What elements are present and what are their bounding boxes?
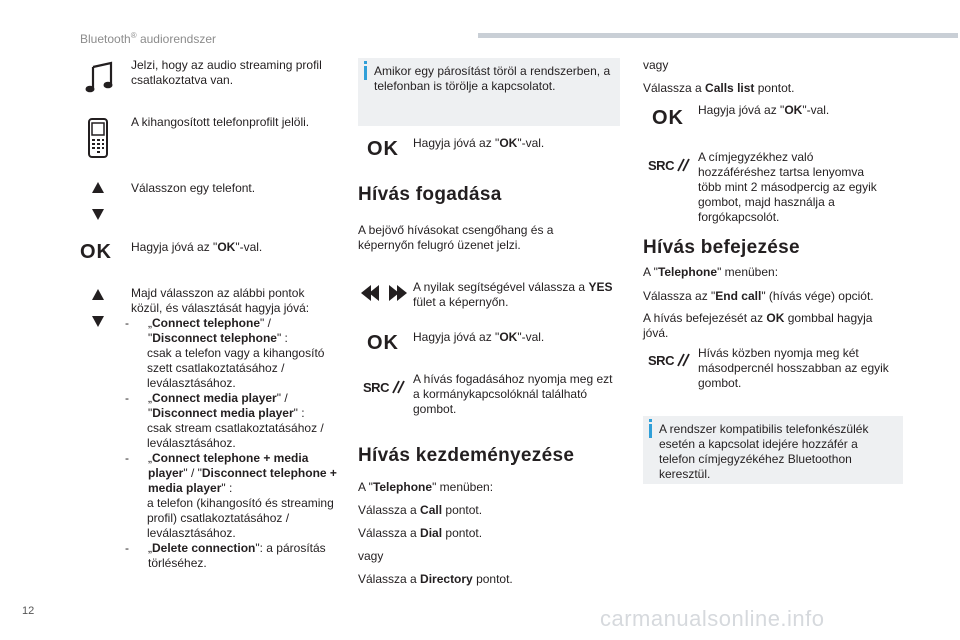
- text-part: Hagyja jóvá az ": [698, 103, 785, 117]
- header-rule: [478, 33, 958, 38]
- ok-bold: OK: [499, 136, 518, 150]
- menu-bold: End call: [715, 289, 762, 303]
- info-icon-bar: [649, 424, 652, 438]
- list-dash: -: [125, 391, 129, 405]
- menu-bold: Telephone: [657, 265, 718, 279]
- telephone-menu-text: [358, 480, 493, 495]
- or-text: vagy: [643, 58, 669, 72]
- text-part: Válassza a: [643, 81, 706, 95]
- src-button-icon: [643, 350, 695, 370]
- ok-bold: OK: [217, 240, 236, 254]
- list-item-description: a telefon (kihangosító és streaming profil) csatlakoztatásához / leválasztásához.: [147, 496, 334, 540]
- src-label: SRC: [648, 157, 674, 173]
- menu-bold: Calls list: [705, 81, 755, 95]
- heading-end-call: Hívás befejezése: [643, 237, 800, 258]
- select-options-text: Majd válasszon az alábbi pontok közül, és választását hagyja jóvá:: [131, 286, 310, 315]
- text-part: "-val.: [802, 103, 830, 117]
- confirm-end-text: [643, 311, 893, 341]
- text-part: pontot.: [442, 526, 483, 540]
- option-name: Disconnect media player: [152, 406, 294, 420]
- phone-icon: [86, 118, 110, 158]
- select-phone-text: Válasszon egy telefont.: [131, 181, 256, 195]
- text-part: "-val.: [235, 240, 263, 254]
- select-call-text: [358, 503, 482, 518]
- confirm-ok-text: [698, 103, 898, 118]
- select-directory-text: [358, 572, 513, 587]
- page-number: 12: [22, 605, 35, 617]
- text-part: " menüben:: [717, 265, 779, 279]
- info-icon: [364, 61, 367, 64]
- list-dash: -: [125, 451, 129, 465]
- audio-profile-text: Jelzi, hogy az audio streaming profil csatlakoztatva van.: [131, 58, 322, 87]
- separator: " / ": [148, 391, 288, 420]
- list-item-heading: [148, 316, 337, 346]
- separator: " / ": [148, 316, 271, 345]
- select-yes-text: [413, 280, 618, 310]
- text-part: fület a képernyőn.: [413, 295, 509, 309]
- heading-make-call: Hívás kezdeményezése: [358, 445, 575, 466]
- list-item-description: csak a telefon vagy a kihangosító szett csatlakoztatásához / leválasztásához.: [147, 346, 325, 390]
- separator: " :: [221, 481, 233, 495]
- select-dial-text: [358, 526, 482, 541]
- text-part: Hagyja jóvá az ": [413, 330, 500, 344]
- registered-mark: ®: [130, 31, 137, 40]
- text-part: pontot.: [442, 503, 483, 517]
- ok-icon: OK: [367, 331, 399, 354]
- list-dash: -: [125, 316, 129, 330]
- text-part: A hívás befejezését az: [643, 311, 767, 325]
- telephone-menu-text: [643, 265, 778, 280]
- yes-bold: YES: [588, 280, 613, 294]
- option-name: Disconnect telephone: [152, 331, 277, 345]
- answer-call-src-text: A hívás fogadásához nyomja meg ezt a kormánykapcsolóknál található gombot.: [413, 372, 613, 416]
- info-icon: [649, 419, 652, 422]
- option-name: Connect telephone: [152, 316, 261, 330]
- menu-bold: Dial: [420, 526, 443, 540]
- info-note: [643, 416, 903, 484]
- ok-icon: OK: [652, 106, 684, 129]
- quote-mark: „: [148, 316, 152, 330]
- confirm-ok-text: [131, 240, 336, 255]
- info-note-text: A rendszer kompatibilis telefonkészülék esetén a kapcsolat idejére hozzáfér a telefon címjegyzékéhez Bluetoothon keresztül.: [659, 422, 869, 481]
- src-label: SRC: [363, 379, 389, 395]
- ok-bold: OK: [766, 311, 785, 325]
- option-name: Connect media player: [152, 391, 277, 405]
- watermark: carmanualsonline.info: [600, 606, 825, 631]
- menu-bold: Telephone: [372, 480, 433, 494]
- text-part: Válassza a: [358, 572, 421, 586]
- up-down-arrows-icon: [88, 180, 108, 222]
- option-name: Connect telephone + media player: [148, 451, 309, 480]
- confirm-ok-text: [413, 330, 613, 345]
- music-note-icon: [84, 60, 116, 94]
- header-title: Bluetooth: [80, 32, 131, 46]
- directory-access-text: A címjegyzékhez való hozzáféréshez tartsa lenyomva több mint 2 másodpercig az egyik gombot, majd használja a forgókapcsolót.: [698, 150, 877, 224]
- end-call-src-text: Hívás közben nyomja meg két másodpercnél hosszabban az egyik gombot.: [698, 346, 889, 390]
- list-item: [125, 316, 337, 346]
- text-part: Válassza a: [358, 503, 421, 517]
- menu-bold: Directory: [420, 572, 473, 586]
- page-header: [80, 28, 216, 47]
- quote-mark: „: [148, 541, 152, 555]
- text-part: Válassza az ": [643, 289, 716, 303]
- list-item: [125, 541, 337, 571]
- quote-mark: „: [148, 451, 152, 465]
- text-part: Hagyja jóvá az ": [131, 240, 218, 254]
- ok-bold: OK: [784, 103, 803, 117]
- confirm-ok-text: [413, 136, 613, 151]
- text-part: gombbal hagyja jóvá.: [643, 311, 873, 340]
- select-end-call-text: [643, 289, 874, 304]
- heading-receive-call: Hívás fogadása: [358, 184, 502, 205]
- text-part: A ": [358, 480, 373, 494]
- separator: ": a párosítás törléséhez.: [148, 541, 326, 570]
- src-label: SRC: [648, 352, 674, 368]
- list-item: [125, 391, 337, 421]
- text-part: "-val.: [517, 136, 545, 150]
- or-text: vagy: [358, 549, 384, 563]
- list-dash: -: [125, 541, 129, 555]
- menu-bold: Call: [420, 503, 443, 517]
- option-name: Disconnect telephone + media player: [148, 466, 337, 495]
- text-part: " (hívás vége) opciót.: [761, 289, 874, 303]
- separator: " :: [293, 406, 305, 420]
- up-down-arrows-icon: [88, 287, 108, 329]
- ok-icon: OK: [367, 137, 399, 160]
- list-item-heading: [148, 541, 337, 571]
- select-calls-list-text: [643, 81, 794, 96]
- separator: " / ": [183, 466, 202, 480]
- src-button-icon: [358, 377, 410, 397]
- text-part: Válassza a: [358, 526, 421, 540]
- header-title-rest: audiorendszer: [136, 32, 217, 46]
- list-item-description: csak stream csatlakoztatásához / leválasztásához.: [147, 421, 324, 450]
- ok-icon: OK: [80, 240, 112, 263]
- text-part: A nyilak segítségével válassza a: [413, 280, 589, 294]
- left-right-arrows-icon: [360, 283, 408, 303]
- src-button-icon: [643, 155, 695, 175]
- option-name: Delete connection: [152, 541, 256, 555]
- ok-bold: OK: [499, 330, 518, 344]
- list-item-heading: [148, 391, 337, 421]
- text-part: " menüben:: [432, 480, 494, 494]
- info-note: [358, 58, 620, 126]
- info-note-text: Amikor egy párosítást töröl a rendszerben, a telefonban is törölje a kapcsolatot.: [374, 64, 611, 93]
- text-part: pontot.: [472, 572, 513, 586]
- quote-mark: „: [148, 391, 152, 405]
- text-part: Hagyja jóvá az ": [413, 136, 500, 150]
- connection-options-list: [125, 316, 337, 571]
- text-part: A ": [643, 265, 658, 279]
- info-icon-bar: [364, 66, 367, 80]
- text-part: "-val.: [517, 330, 545, 344]
- list-item: [125, 451, 337, 496]
- text-part: pontot.: [754, 81, 795, 95]
- list-item-heading: [148, 451, 337, 496]
- handsfree-profile-text: A kihangosított telefonprofilt jelöli.: [131, 115, 310, 129]
- receive-call-text: A bejövő hívásokat csengőhang és a képernyőn felugró üzenet jelzi.: [358, 223, 554, 252]
- separator: " :: [276, 331, 288, 345]
